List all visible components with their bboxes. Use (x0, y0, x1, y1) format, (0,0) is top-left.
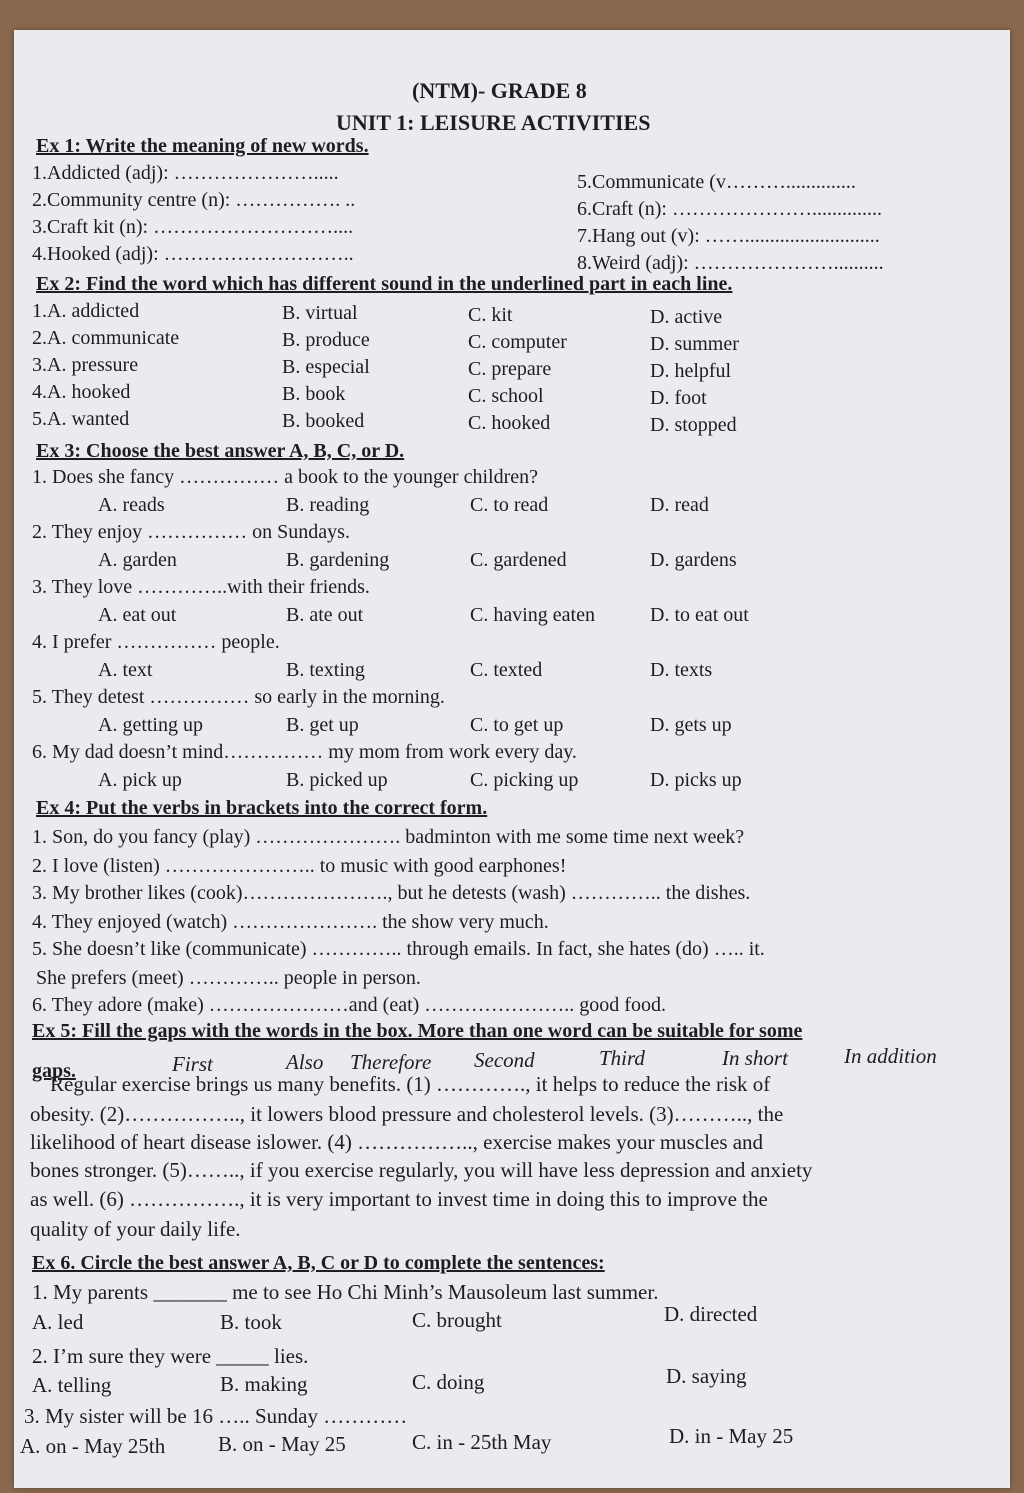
ex2-option: B. produce (282, 329, 370, 351)
ex2-option: D. helpful (650, 360, 732, 382)
ex6-question: 1. My parents _______ me to see Ho Chi Minh’s Mausoleum last summer. (32, 1280, 659, 1304)
ex4-line: 4. They enjoyed (watch) …………………. the show very much. (32, 911, 549, 933)
ex3-option: C. having eaten (470, 604, 595, 626)
ex2-option: C. prepare (468, 358, 552, 380)
ex3-option: B. texting (286, 659, 365, 681)
ex2-option: C. kit (468, 304, 513, 326)
ex6-option: B. making (220, 1372, 308, 1396)
ex2-option: 4.A. hooked (32, 381, 131, 403)
ex2-option: C. school (468, 385, 544, 407)
ex3-option: D. texts (650, 659, 713, 681)
ex6-option: A. led (32, 1310, 84, 1334)
ex4-line: 2. I love (listen) ………………….. to music with good earphones! (32, 855, 567, 877)
ex3-heading: Ex 3: Choose the best answer A, B, C, or D. (36, 440, 405, 462)
ex6-heading: Ex 6. Circle the best answer A, B, C or D to complete the sentences: (32, 1252, 605, 1274)
worksheet-page (14, 30, 1010, 1488)
ex2-option: C. hooked (468, 412, 551, 434)
ex2-option: 1.A. addicted (32, 300, 140, 322)
ex2-option: B. book (282, 383, 346, 405)
ex2-option: 3.A. pressure (32, 354, 139, 376)
ex2-option: B. especial (282, 356, 370, 378)
ex5-line: Regular exercise brings us many benefits. (1) …………., it helps to reduce the risk of (50, 1072, 771, 1096)
ex3-option: A. eat out (98, 604, 177, 626)
ex3-option: D. gardens (650, 549, 737, 571)
ex5-heading: Ex 5: Fill the gaps with the words in the box. More than one word can be suitable for some (32, 1020, 803, 1042)
word-box-item: Third (599, 1046, 645, 1070)
ex3-option: C. gardened (470, 549, 567, 571)
ex6-option: B. on - May 25 (218, 1432, 346, 1456)
ex2-option: C. computer (468, 331, 567, 353)
ex4-heading: Ex 4: Put the verbs in brackets into the correct form. (36, 797, 488, 819)
ex5-line: likelihood of heart disease islower. (4) …………….., exercise makes your muscles and (30, 1130, 764, 1154)
ex2-option: D. stopped (650, 414, 737, 436)
ex2-option: B. virtual (282, 302, 358, 324)
ex6-question: 2. I’m sure they were _____ lies. (32, 1344, 309, 1368)
ex3-option: C. to read (470, 494, 549, 516)
ex6-option: C. doing (412, 1370, 485, 1394)
ex5-heading-cont: gaps. (32, 1060, 76, 1082)
ex2-option: D. foot (650, 387, 707, 409)
ex3-question: 2. They enjoy …………… on Sundays. (32, 521, 350, 543)
ex2-option: B. booked (282, 410, 365, 432)
ex6-option: C. brought (412, 1308, 502, 1332)
ex2-option: 5.A. wanted (32, 408, 130, 430)
ex3-option: B. reading (286, 494, 370, 516)
ex3-option: C. to get up (470, 714, 564, 736)
ex5-line: bones stronger. (5)…….., if you exercise regularly, you will have less depression and anxiety (30, 1158, 813, 1182)
ex5-line: quality of your daily life. (30, 1217, 241, 1241)
ex3-question: 4. I prefer …………… people. (32, 631, 280, 653)
ex3-option: C. texted (470, 659, 543, 681)
ex3-option: D. to eat out (650, 604, 749, 626)
ex6-option: D. directed (664, 1302, 758, 1326)
ex3-question: 1. Does she fancy …………… a book to the younger children? (32, 466, 538, 488)
ex1-item: 4.Hooked (adj): ……………………….. (32, 243, 354, 265)
ex3-option: D. gets up (650, 714, 732, 736)
ex3-option: B. get up (286, 714, 359, 736)
ex3-option: D. read (650, 494, 709, 516)
ex1-item: 1.Addicted (adj): …………………..... (32, 162, 339, 184)
word-box-item: Second (474, 1048, 535, 1072)
ex3-question: 5. They detest …………… so early in the morning. (32, 686, 445, 708)
ex6-option: D. saying (666, 1364, 747, 1388)
ex6-option: D. in - May 25 (669, 1424, 794, 1448)
ex4-line: 1. Son, do you fancy (play) …………………. badminton with me some time next week? (32, 826, 745, 848)
ex4-line: 6. They adore (make) …………………and (eat) ………………….. good food. (32, 994, 666, 1016)
ex3-option: A. reads (98, 494, 165, 516)
ex2-option: D. summer (650, 333, 739, 355)
ex6-option: A. on - May 25th (20, 1434, 166, 1458)
ex3-question: 6. My dad doesn’t mind…………… my mom from work every day. (32, 741, 577, 763)
ex2-heading: Ex 2: Find the word which has different sound in the underlined part in each line. (36, 273, 733, 295)
ex5-line: obesity. (2)…………….., it lowers blood pressure and cholesterol levels. (3)……….., the (30, 1102, 784, 1126)
ex1-item: 5.Communicate (v……….............. (577, 171, 856, 193)
ex4-line: 5. She doesn’t like (communicate) ………….. through emails. In fact, she hates (do) ….. it. (32, 938, 765, 960)
ex1-item: 8.Weird (adj): ………………….......... (577, 252, 884, 274)
ex3-option: B. gardening (286, 549, 390, 571)
ex3-option: C. picking up (470, 769, 579, 791)
ex3-option: B. picked up (286, 769, 388, 791)
ex3-option: A. garden (98, 549, 177, 571)
ex3-option: D. picks up (650, 769, 742, 791)
ex3-option: A. text (98, 659, 153, 681)
ex1-item: 6.Craft (n): ………………….............. (577, 198, 882, 220)
header-title: (NTM)- GRADE 8 (412, 78, 587, 103)
ex6-option: C. in - 25th May (412, 1430, 552, 1454)
unit-title: UNIT 1: LEISURE ACTIVITIES (336, 110, 651, 135)
ex5-line: as well. (6) ……………., it is very important to invest time in doing this to improve the (30, 1187, 768, 1211)
ex4-line: 3. My brother likes (cook)…………………., but he detests (wash) ………….. the dishes. (32, 882, 751, 904)
ex6-question: 3. My sister will be 16 ….. Sunday ………… (24, 1404, 408, 1428)
word-box-item: Also (286, 1050, 324, 1074)
ex3-option: A. getting up (98, 714, 203, 736)
ex1-item: 3.Craft kit (n): ……………………….... (32, 216, 354, 238)
ex4-line: She prefers (meet) ………….. people in person. (36, 967, 421, 989)
ex6-option: A. telling (32, 1373, 112, 1397)
word-box-item: First (172, 1052, 213, 1076)
ex1-heading: Ex 1: Write the meaning of new words. (36, 135, 369, 157)
word-box-item: In short (722, 1046, 788, 1070)
word-box-item: In addition (844, 1044, 937, 1068)
ex6-option: B. took (220, 1310, 282, 1334)
ex1-item: 7.Hang out (v): ……........................... (577, 225, 880, 247)
ex3-option: B. ate out (286, 604, 364, 626)
ex2-option: 2.A. communicate (32, 327, 180, 349)
ex1-item: 2.Community centre (n): ……………. .. (32, 189, 356, 211)
ex3-option: A. pick up (98, 769, 182, 791)
ex2-option: D. active (650, 306, 723, 328)
ex3-question: 3. They love …………..with their friends. (32, 576, 370, 598)
word-box-item: Therefore (350, 1050, 432, 1074)
